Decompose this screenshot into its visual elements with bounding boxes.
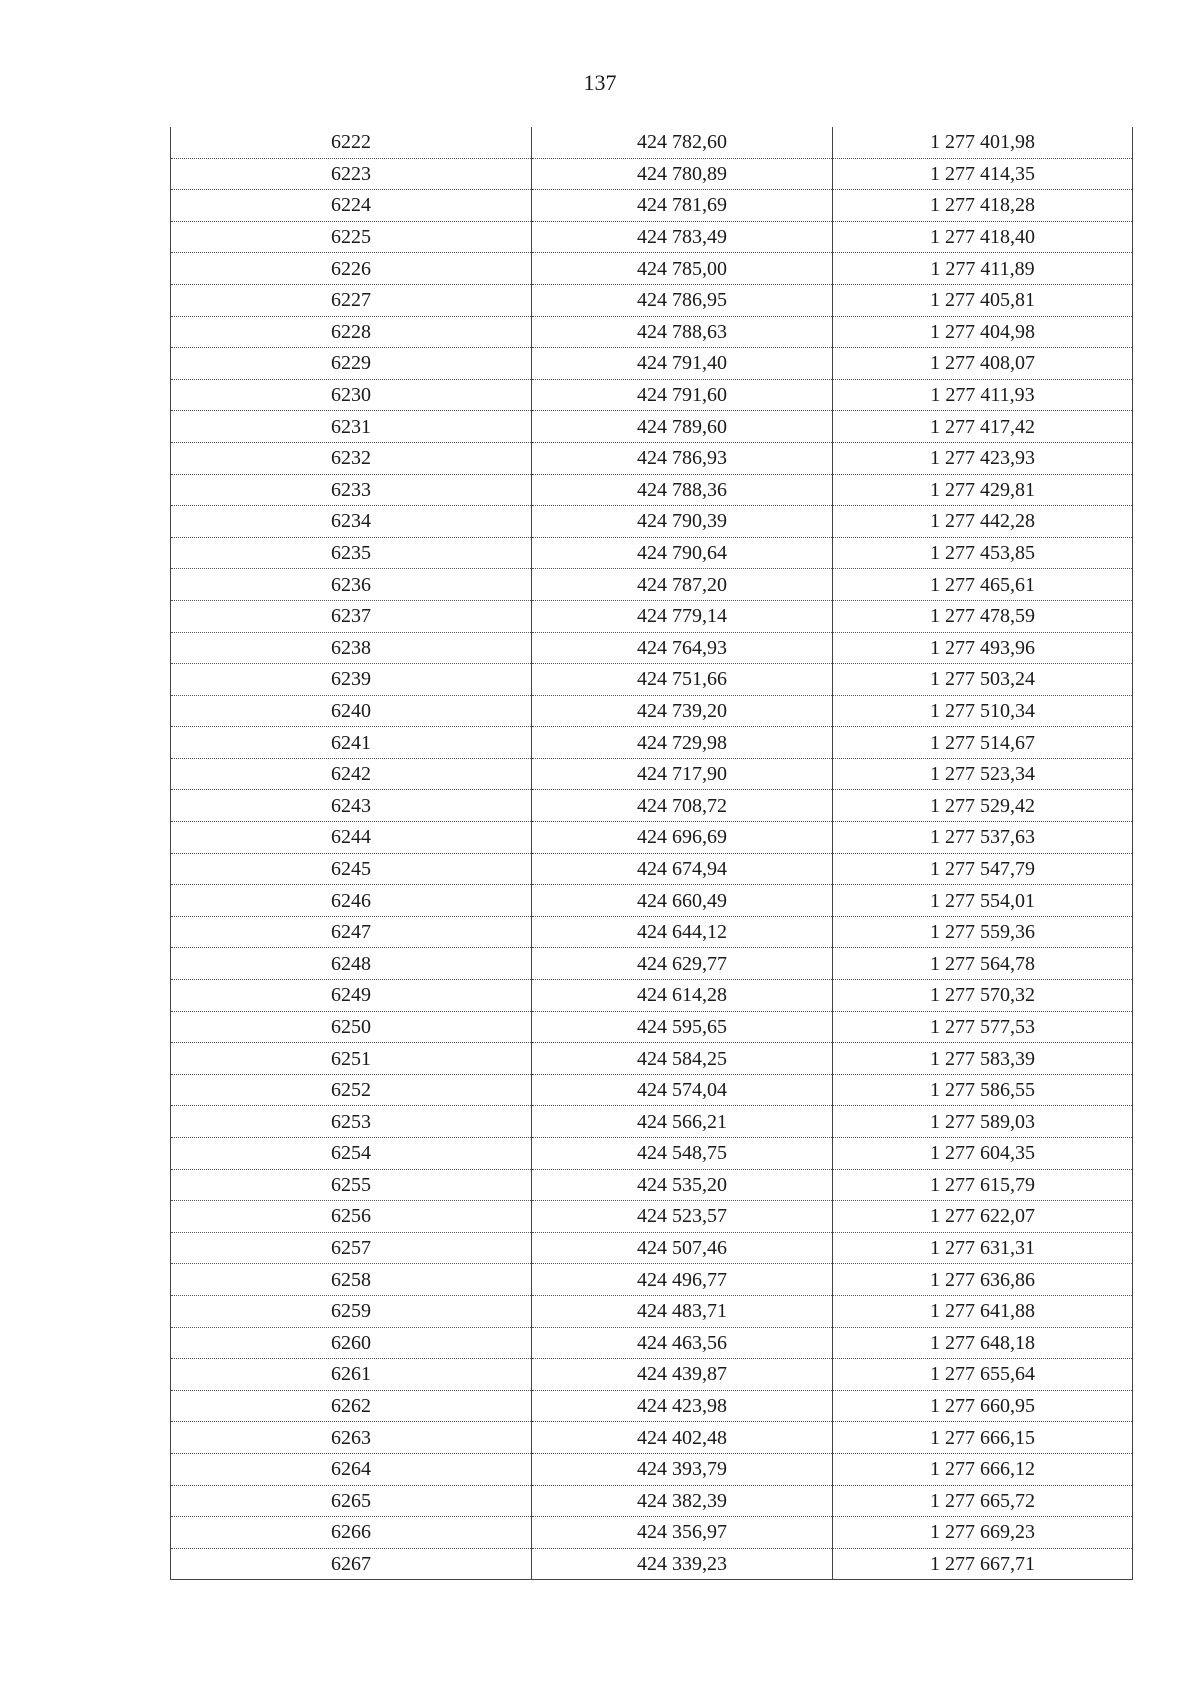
x-coordinate-cell: 424 789,60	[532, 411, 833, 443]
point-number-cell: 6263	[171, 1422, 532, 1454]
point-number-cell: 6257	[171, 1232, 532, 1264]
point-number-cell: 6266	[171, 1517, 532, 1549]
y-coordinate-cell: 1 277 442,28	[833, 506, 1133, 538]
y-coordinate-cell: 1 277 510,34	[833, 695, 1133, 727]
x-coordinate-cell: 424 339,23	[532, 1548, 833, 1580]
table-row	[171, 442, 1133, 474]
point-number-cell: 6246	[171, 885, 532, 917]
table-row	[171, 916, 1133, 948]
table-row	[171, 948, 1133, 980]
x-coordinate-cell: 424 566,21	[532, 1106, 833, 1138]
y-coordinate-cell: 1 277 586,55	[833, 1074, 1133, 1106]
x-coordinate-cell: 424 788,36	[532, 474, 833, 506]
x-coordinate-cell: 424 507,46	[532, 1232, 833, 1264]
table-row	[171, 1390, 1133, 1422]
x-coordinate-cell: 424 751,66	[532, 664, 833, 696]
x-coordinate-cell: 424 708,72	[532, 790, 833, 822]
point-number-cell: 6222	[171, 127, 532, 158]
x-coordinate-cell: 424 423,98	[532, 1390, 833, 1422]
x-coordinate-cell: 424 764,93	[532, 632, 833, 664]
table-row	[171, 1327, 1133, 1359]
point-number-cell: 6225	[171, 221, 532, 253]
x-coordinate-cell: 424 786,95	[532, 284, 833, 316]
y-coordinate-cell: 1 277 583,39	[833, 1043, 1133, 1075]
y-coordinate-cell: 1 277 465,61	[833, 569, 1133, 601]
point-number-cell: 6236	[171, 569, 532, 601]
page-number: 137	[583, 70, 617, 95]
point-number-cell: 6249	[171, 980, 532, 1012]
table-row	[171, 1422, 1133, 1454]
point-number-cell: 6244	[171, 822, 532, 854]
table-row	[171, 348, 1133, 380]
y-coordinate-cell: 1 277 404,98	[833, 316, 1133, 348]
point-number-cell: 6234	[171, 506, 532, 538]
y-coordinate-cell: 1 277 636,86	[833, 1264, 1133, 1296]
x-coordinate-cell: 424 782,60	[532, 127, 833, 158]
y-coordinate-cell: 1 277 667,71	[833, 1548, 1133, 1580]
table-row	[171, 758, 1133, 790]
x-coordinate-cell: 424 548,75	[532, 1138, 833, 1170]
y-coordinate-cell: 1 277 408,07	[833, 348, 1133, 380]
x-coordinate-cell: 424 356,97	[532, 1517, 833, 1549]
table-row	[171, 316, 1133, 348]
x-coordinate-cell: 424 523,57	[532, 1201, 833, 1233]
point-number-cell: 6243	[171, 790, 532, 822]
y-coordinate-cell: 1 277 559,36	[833, 916, 1133, 948]
y-coordinate-cell: 1 277 570,32	[833, 980, 1133, 1012]
table-row	[171, 600, 1133, 632]
y-coordinate-cell: 1 277 669,23	[833, 1517, 1133, 1549]
table-row	[171, 1138, 1133, 1170]
point-number-cell: 6226	[171, 253, 532, 285]
x-coordinate-cell: 424 483,71	[532, 1295, 833, 1327]
table-row	[171, 1517, 1133, 1549]
y-coordinate-cell: 1 277 622,07	[833, 1201, 1133, 1233]
table-row	[171, 1485, 1133, 1517]
x-coordinate-cell: 424 439,87	[532, 1359, 833, 1391]
table-row	[171, 411, 1133, 443]
table-row	[171, 253, 1133, 285]
y-coordinate-cell: 1 277 401,98	[833, 127, 1133, 158]
table-row	[171, 569, 1133, 601]
point-number-cell: 6237	[171, 600, 532, 632]
y-coordinate-cell: 1 277 537,63	[833, 822, 1133, 854]
table-row	[171, 127, 1133, 158]
y-coordinate-cell: 1 277 547,79	[833, 853, 1133, 885]
table-row	[171, 1201, 1133, 1233]
table-row	[171, 1169, 1133, 1201]
table-row	[171, 980, 1133, 1012]
x-coordinate-cell: 424 393,79	[532, 1453, 833, 1485]
table-row	[171, 790, 1133, 822]
point-number-cell: 6267	[171, 1548, 532, 1580]
point-number-cell: 6228	[171, 316, 532, 348]
point-number-cell: 6251	[171, 1043, 532, 1075]
x-coordinate-cell: 424 717,90	[532, 758, 833, 790]
y-coordinate-cell: 1 277 411,93	[833, 379, 1133, 411]
x-coordinate-cell: 424 402,48	[532, 1422, 833, 1454]
point-number-cell: 6224	[171, 190, 532, 222]
point-number-cell: 6265	[171, 1485, 532, 1517]
table-row	[171, 1043, 1133, 1075]
coordinates-table-body	[171, 127, 1133, 1580]
point-number-cell: 6250	[171, 1011, 532, 1043]
point-number-cell: 6239	[171, 664, 532, 696]
point-number-cell: 6231	[171, 411, 532, 443]
point-number-cell: 6235	[171, 537, 532, 569]
point-number-cell: 6264	[171, 1453, 532, 1485]
x-coordinate-cell: 424 729,98	[532, 727, 833, 759]
y-coordinate-cell: 1 277 423,93	[833, 442, 1133, 474]
y-coordinate-cell: 1 277 589,03	[833, 1106, 1133, 1138]
point-number-cell: 6256	[171, 1201, 532, 1233]
y-coordinate-cell: 1 277 604,35	[833, 1138, 1133, 1170]
y-coordinate-cell: 1 277 417,42	[833, 411, 1133, 443]
x-coordinate-cell: 424 786,93	[532, 442, 833, 474]
point-number-cell: 6255	[171, 1169, 532, 1201]
x-coordinate-cell: 424 791,40	[532, 348, 833, 380]
x-coordinate-cell: 424 660,49	[532, 885, 833, 917]
table-row	[171, 379, 1133, 411]
table-row	[171, 822, 1133, 854]
point-number-cell: 6245	[171, 853, 532, 885]
x-coordinate-cell: 424 785,00	[532, 253, 833, 285]
y-coordinate-cell: 1 277 554,01	[833, 885, 1133, 917]
point-number-cell: 6253	[171, 1106, 532, 1138]
y-coordinate-cell: 1 277 514,67	[833, 727, 1133, 759]
table-row	[171, 885, 1133, 917]
point-number-cell: 6229	[171, 348, 532, 380]
y-coordinate-cell: 1 277 660,95	[833, 1390, 1133, 1422]
point-number-cell: 6240	[171, 695, 532, 727]
table-row	[171, 221, 1133, 253]
point-number-cell: 6233	[171, 474, 532, 506]
table-row	[171, 853, 1133, 885]
x-coordinate-cell: 424 739,20	[532, 695, 833, 727]
table-row	[171, 1359, 1133, 1391]
x-coordinate-cell: 424 629,77	[532, 948, 833, 980]
point-number-cell: 6238	[171, 632, 532, 664]
point-number-cell: 6248	[171, 948, 532, 980]
point-number-cell: 6258	[171, 1264, 532, 1296]
table-row	[171, 1295, 1133, 1327]
coordinates-table	[170, 127, 1133, 1580]
y-coordinate-cell: 1 277 478,59	[833, 600, 1133, 632]
y-coordinate-cell: 1 277 405,81	[833, 284, 1133, 316]
y-coordinate-cell: 1 277 577,53	[833, 1011, 1133, 1043]
table-row	[171, 474, 1133, 506]
point-number-cell: 6259	[171, 1295, 532, 1327]
point-number-cell: 6262	[171, 1390, 532, 1422]
x-coordinate-cell: 424 644,12	[532, 916, 833, 948]
x-coordinate-cell: 424 535,20	[532, 1169, 833, 1201]
table-row	[171, 190, 1133, 222]
table-row	[171, 1106, 1133, 1138]
x-coordinate-cell: 424 574,04	[532, 1074, 833, 1106]
x-coordinate-cell: 424 496,77	[532, 1264, 833, 1296]
point-number-cell: 6254	[171, 1138, 532, 1170]
x-coordinate-cell: 424 595,65	[532, 1011, 833, 1043]
x-coordinate-cell: 424 674,94	[532, 853, 833, 885]
x-coordinate-cell: 424 790,39	[532, 506, 833, 538]
y-coordinate-cell: 1 277 414,35	[833, 158, 1133, 190]
table-row	[171, 506, 1133, 538]
x-coordinate-cell: 424 791,60	[532, 379, 833, 411]
x-coordinate-cell: 424 696,69	[532, 822, 833, 854]
y-coordinate-cell: 1 277 418,40	[833, 221, 1133, 253]
point-number-cell: 6242	[171, 758, 532, 790]
table-row	[171, 632, 1133, 664]
x-coordinate-cell: 424 787,20	[532, 569, 833, 601]
x-coordinate-cell: 424 382,39	[532, 1485, 833, 1517]
y-coordinate-cell: 1 277 411,89	[833, 253, 1133, 285]
point-number-cell: 6241	[171, 727, 532, 759]
point-number-cell: 6261	[171, 1359, 532, 1391]
y-coordinate-cell: 1 277 665,72	[833, 1485, 1133, 1517]
point-number-cell: 6232	[171, 442, 532, 474]
x-coordinate-cell: 424 790,64	[532, 537, 833, 569]
y-coordinate-cell: 1 277 564,78	[833, 948, 1133, 980]
table-row	[171, 158, 1133, 190]
y-coordinate-cell: 1 277 615,79	[833, 1169, 1133, 1201]
y-coordinate-cell: 1 277 631,31	[833, 1232, 1133, 1264]
y-coordinate-cell: 1 277 453,85	[833, 537, 1133, 569]
x-coordinate-cell: 424 781,69	[532, 190, 833, 222]
y-coordinate-cell: 1 277 648,18	[833, 1327, 1133, 1359]
point-number-cell: 6223	[171, 158, 532, 190]
table-row	[171, 1453, 1133, 1485]
x-coordinate-cell: 424 584,25	[532, 1043, 833, 1075]
y-coordinate-cell: 1 277 493,96	[833, 632, 1133, 664]
y-coordinate-cell: 1 277 655,64	[833, 1359, 1133, 1391]
point-number-cell: 6260	[171, 1327, 532, 1359]
table-row	[171, 1264, 1133, 1296]
table-row	[171, 727, 1133, 759]
x-coordinate-cell: 424 780,89	[532, 158, 833, 190]
y-coordinate-cell: 1 277 666,15	[833, 1422, 1133, 1454]
table-row	[171, 1011, 1133, 1043]
point-number-cell: 6227	[171, 284, 532, 316]
table-row	[171, 284, 1133, 316]
table-row	[171, 664, 1133, 696]
table-row	[171, 695, 1133, 727]
x-coordinate-cell: 424 783,49	[532, 221, 833, 253]
y-coordinate-cell: 1 277 529,42	[833, 790, 1133, 822]
y-coordinate-cell: 1 277 503,24	[833, 664, 1133, 696]
x-coordinate-cell: 424 463,56	[532, 1327, 833, 1359]
table-row	[171, 1232, 1133, 1264]
y-coordinate-cell: 1 277 641,88	[833, 1295, 1133, 1327]
table-row	[171, 537, 1133, 569]
y-coordinate-cell: 1 277 418,28	[833, 190, 1133, 222]
point-number-cell: 6252	[171, 1074, 532, 1106]
y-coordinate-cell: 1 277 666,12	[833, 1453, 1133, 1485]
point-number-cell: 6247	[171, 916, 532, 948]
table-row	[171, 1074, 1133, 1106]
point-number-cell: 6230	[171, 379, 532, 411]
table-row	[171, 1548, 1133, 1580]
x-coordinate-cell: 424 788,63	[532, 316, 833, 348]
y-coordinate-cell: 1 277 429,81	[833, 474, 1133, 506]
x-coordinate-cell: 424 779,14	[532, 600, 833, 632]
x-coordinate-cell: 424 614,28	[532, 980, 833, 1012]
y-coordinate-cell: 1 277 523,34	[833, 758, 1133, 790]
